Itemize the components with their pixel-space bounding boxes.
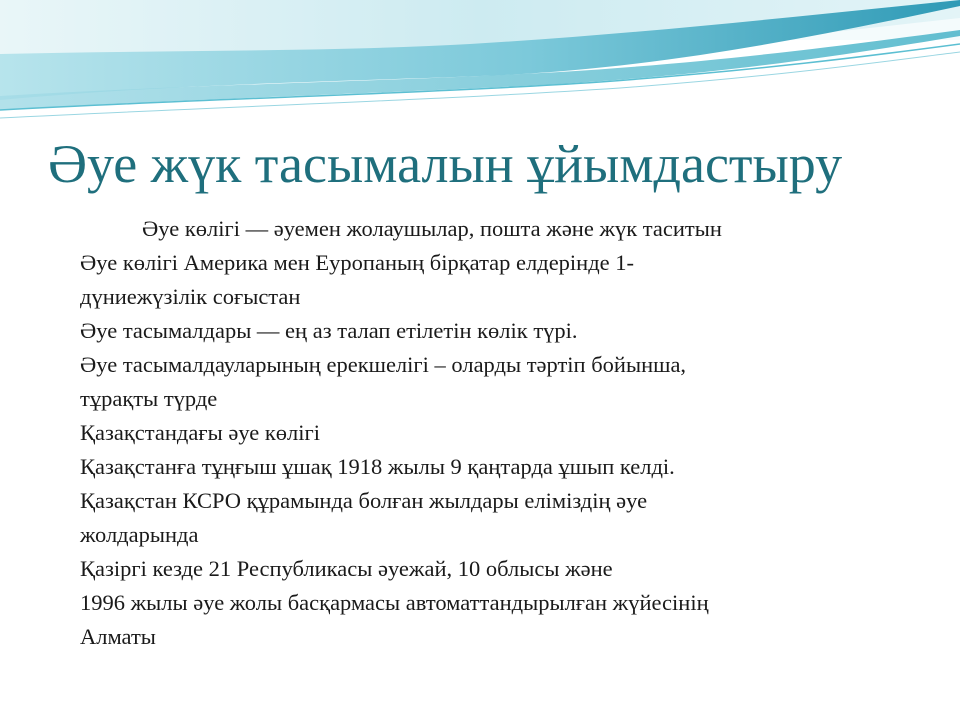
body-line: дүниежүзілік соғыстан <box>80 284 301 309</box>
body-line: Қазақстан КСРО құрамында болған жылдары еліміздің әуе <box>80 488 648 513</box>
body-line: Қазақстанға тұңғыш ұшақ 1918 жылы 9 қаңтарда ұшып келді. <box>80 454 675 479</box>
decorative-wave-header <box>0 0 960 130</box>
body-line: тұрақты түрде <box>80 386 218 411</box>
slide-title: Әуе жүк тасымалын ұйымдастыру <box>48 134 843 194</box>
body-line: Әуе тасымалдауларының ерекшелігі – оларды тәртіп бойынша, <box>80 352 687 377</box>
body-line: 1996 жылы әуе жолы басқармасы автоматтандырылған жүйесінің <box>80 590 709 615</box>
body-line: Әуе көлігі — әуемен жолаушылар, пошта және жүк таситын <box>142 216 722 241</box>
slide-body <box>80 212 900 654</box>
body-line: Әуе тасымалдары — ең аз талап етілетін көлік түрі. <box>80 318 578 343</box>
body-line: Қазіргі кезде 21 Республикасы әуежай, 10 облысы және <box>80 556 613 581</box>
body-line: Әуе көлігі Америка мен Еуропаның бірқатар елдерінде 1- <box>80 250 635 275</box>
body-line: Қазақстандағы әуе көлігі <box>80 420 321 445</box>
body-line: Алматы <box>80 624 156 649</box>
body-line: жолдарында <box>80 522 199 547</box>
